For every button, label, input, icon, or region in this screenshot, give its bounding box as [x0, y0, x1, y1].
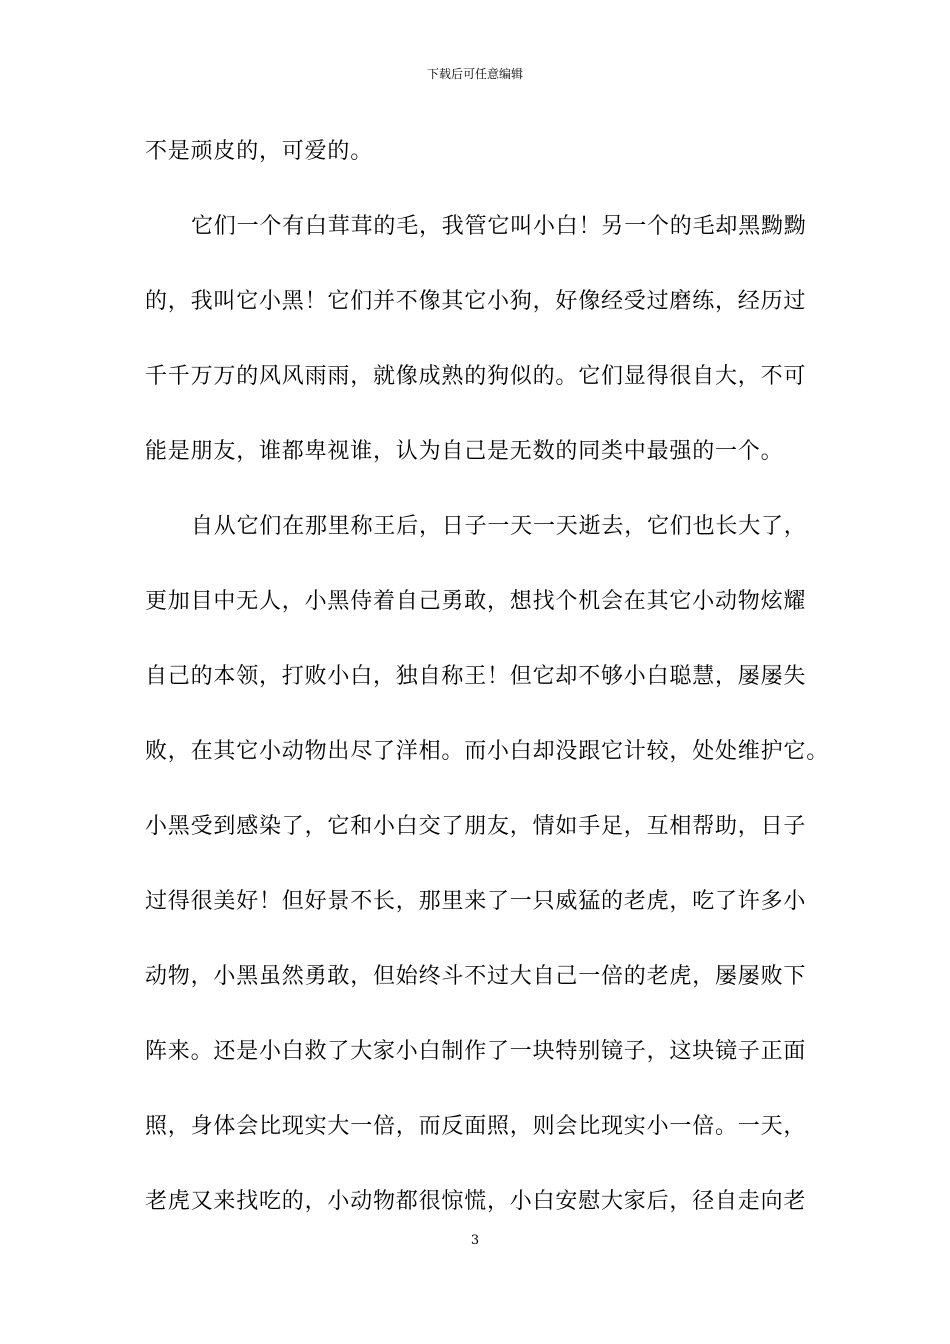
document-body	[145, 128, 830, 1253]
text-line: 自己的本领，打败小白，独自称王！但它却不够小白聪慧，屡屡失	[145, 664, 807, 689]
paragraph-first-line: 它们一个有白茸茸的毛，我管它叫小白！另一个的毛却黑黝黝	[191, 214, 807, 239]
paragraph-first-line: 自从它们在那里称王后，日子一天一天逝去，它们也长大了，	[191, 514, 807, 539]
text-line: 的，我叫它小黑！它们并不像其它小狗，好像经受过磨练，经历过	[145, 289, 807, 314]
text-line: 小黑受到感染了，它和小白交了朋友，情如手足，互相帮助，日子	[145, 814, 807, 839]
text-line: 更加目中无人，小黑侍着自己勇敢，想找个机会在其它小动物炫耀	[145, 589, 807, 614]
page-number: 3	[470, 1233, 480, 1248]
text-line: 过得很美好！但好景不长，那里来了一只威猛的老虎，吃了许多小	[145, 889, 807, 914]
text-line: 动物，小黑虽然勇敢，但始终斗不过大自己一倍的老虎，屡屡败下	[145, 964, 807, 989]
page-header: 下载后可任意编辑	[426, 67, 523, 81]
text-line: 败，在其它小动物出尽了洋相。而小白却没跟它计较，处处维护它。	[145, 739, 830, 764]
text-line: 千千万万的风风雨雨，就像成熟的狗似的。它们显得很自大，不可	[145, 364, 807, 389]
text-line: 老虎又来找吃的，小动物都很惊慌，小白安慰大家后，径自走向老	[145, 1189, 807, 1214]
text-line: 照，身体会比现实大一倍，而反面照，则会比现实小一倍。一天，	[145, 1114, 807, 1139]
text-line: 阵来。还是小白救了大家小白制作了一块特别镜子，这块镜子正面	[145, 1039, 807, 1064]
text-line: 不是顽皮的，可爱的。	[145, 139, 374, 164]
text-line: 能是朋友，谁都卑视谁，认为自己是无数的同类中最强的一个。	[145, 439, 784, 464]
